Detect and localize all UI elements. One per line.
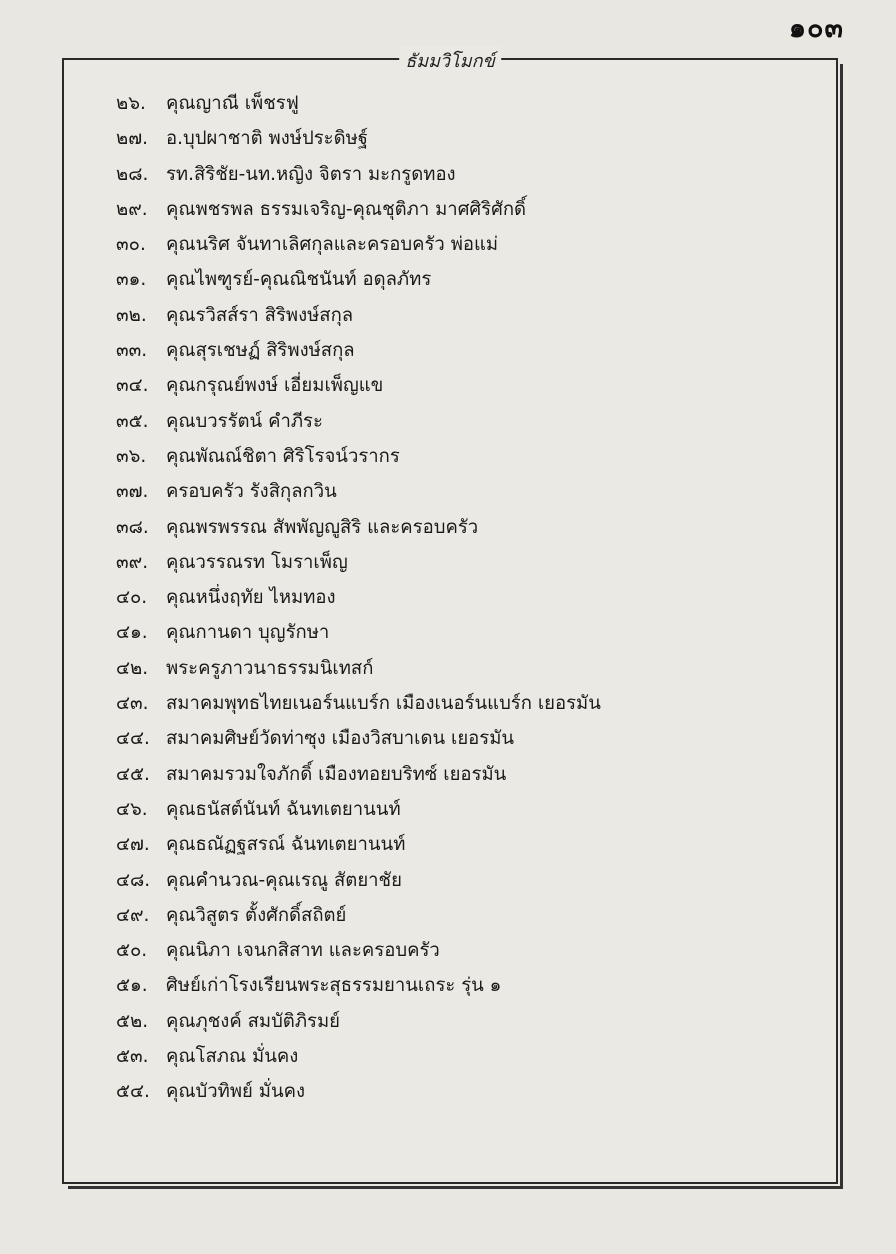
- list-item: [116, 368, 826, 403]
- entry-name: คุณสุรเชษฏ์ สิริพงษ์สกุล: [166, 340, 355, 362]
- entry-number: ๔๔.: [116, 728, 150, 750]
- entry-name: คุณพชรพล ธรรมเจริญ-คุณชุติภา มาศศิริศักดิ์: [166, 198, 527, 220]
- entry-number: ๕๒.: [116, 1010, 149, 1032]
- entry-name: คุณนิภา เจนกสิสาท และครอบครัว: [166, 940, 440, 962]
- entry-name: คุณกรุณย์พงษ์ เอี่ยมเพ็ญแข: [166, 375, 384, 397]
- list-item: [116, 933, 826, 968]
- entry-number: ๒๙.: [116, 198, 148, 220]
- entry-number: ๓๖.: [116, 445, 147, 467]
- entry-number: ๕๑.: [116, 975, 148, 997]
- entry-name: ศิษย์เก่าโรงเรียนพระสุธรรมยานเถระ รุ่น ๑: [166, 975, 502, 997]
- entry-name: ครอบครัว รังสิกุลกวิน: [166, 481, 337, 503]
- entry-name: คุณคำนวณ-คุณเรณู สัตยาชัย: [166, 869, 402, 891]
- entry-name: คุณหนึ่งฤทัย ไหมทอง: [166, 587, 336, 609]
- entry-name: รท.สิริชัย-นท.หญิง จิตรา มะกรูดทอง: [166, 163, 456, 185]
- entry-number: ๔๓.: [116, 693, 149, 715]
- entry-name: คุณโสภณ มั่นคง: [166, 1046, 299, 1068]
- entry-number: ๓๔.: [116, 375, 149, 397]
- list-item: [116, 827, 826, 862]
- list-item: [116, 721, 826, 756]
- entry-number: ๕๓.: [116, 1046, 149, 1068]
- entry-number: ๒๘.: [116, 163, 149, 185]
- list-item: [116, 404, 826, 439]
- list-item: [116, 1074, 826, 1109]
- entry-name: คุณรวิสส์รา สิริพงษ์สกุล: [166, 304, 354, 326]
- list-item: [116, 757, 826, 792]
- entry-name: สมาคมศิษย์วัดท่าซุง เมืองวิสบาเดน เยอรมัน: [166, 728, 515, 750]
- content-frame: [62, 51, 838, 1184]
- entry-name: คุณนริศ จันทาเลิศกุลและครอบครัว พ่อแม่: [166, 234, 499, 256]
- entry-number: ๓๐.: [116, 234, 146, 256]
- list-item: [116, 474, 826, 509]
- entry-name: คุณญาณี เพ็ชรฟู: [166, 93, 299, 114]
- list-item: [116, 298, 826, 333]
- donor-list: [116, 86, 826, 1110]
- entry-name: คุณวรรณรท โมราเพ็ญ: [166, 551, 348, 573]
- entry-number: ๔๕.: [116, 763, 150, 785]
- entry-name: คุณไพฑูรย์-คุณณิชนันท์ อดุลภัทร: [166, 269, 432, 291]
- entry-number: ๔๒.: [116, 657, 149, 679]
- entry-number: ๕๐.: [116, 940, 148, 962]
- list-item: [116, 1039, 826, 1074]
- entry-number: ๔๖.: [116, 798, 148, 820]
- list-item: [116, 439, 826, 474]
- entry-name: คุณบวรรัตน์ คำภีระ: [166, 410, 323, 432]
- list-item: [116, 686, 826, 721]
- list-item: [116, 333, 826, 368]
- entry-number: ๔๙.: [116, 904, 150, 926]
- entry-name: คุณพรพรรณ สัพพัญญูสิริ และครอบครัว: [166, 516, 479, 538]
- list-item: [116, 968, 826, 1003]
- entry-name: พระครูภาวนาธรรมนิเทสก์: [166, 657, 374, 679]
- entry-number: ๓๗.: [116, 481, 149, 503]
- list-item: [116, 545, 826, 580]
- list-item: [116, 898, 826, 933]
- entry-number: ๕๔.: [116, 1081, 150, 1103]
- entry-name: คุณภุชงค์ สมบัติภิรมย์: [166, 1010, 340, 1032]
- entry-name: อ.บุปผาชาติ พงษ์ประดิษฐ์: [166, 128, 369, 150]
- entry-number: ๒๖.: [116, 93, 146, 114]
- entry-number: ๓๒.: [116, 304, 147, 326]
- entry-number: ๓๘.: [116, 516, 149, 538]
- entry-name: สมาคมรวมใจภักดิ์ เมืองทอยบริทซ์ เยอรมัน: [166, 763, 507, 785]
- list-item: [116, 510, 826, 545]
- list-item: [116, 227, 826, 262]
- list-item: [116, 615, 826, 650]
- header-title: ธัมมวิโมกข์: [399, 46, 501, 75]
- list-item: [116, 262, 826, 297]
- entry-name: คุณพัณณ์ชิตา ศิริโรจน์วรากร: [166, 445, 400, 467]
- entry-name: คุณกานดา บุญรักษา: [166, 622, 330, 644]
- entry-number: ๓๑.: [116, 269, 147, 291]
- list-item: [116, 157, 826, 192]
- entry-name: สมาคมพุทธไทยเนอร์นแบร์ก เมืองเนอร์นแบร์ก เยอรมัน: [166, 693, 601, 715]
- list-item: [116, 86, 826, 121]
- list-item: [116, 863, 826, 898]
- entry-number: ๓๕.: [116, 410, 149, 432]
- list-item: [116, 192, 826, 227]
- entry-name: คุณวิสูตร ตั้งศักดิ์สถิตย์: [166, 904, 347, 926]
- list-item: [116, 1004, 826, 1039]
- entry-name: คุณธนัสต์นันท์ ฉันทเตยานนท์: [166, 798, 401, 820]
- entry-name: คุณธณัฏฐสรณ์ ฉันทเตยานนท์: [166, 834, 406, 856]
- entry-number: ๓๓.: [116, 340, 148, 362]
- list-item: [116, 580, 826, 615]
- entry-number: ๔๑.: [116, 622, 148, 644]
- entry-number: ๔๘.: [116, 869, 151, 891]
- entry-number: ๓๙.: [116, 551, 149, 573]
- page-number: ๑๐๓: [788, 13, 844, 44]
- entry-number: ๒๗.: [116, 128, 148, 150]
- entry-number: ๔๐.: [116, 587, 148, 609]
- list-item: [116, 651, 826, 686]
- entry-name: คุณบัวทิพย์ มั่นคง: [166, 1081, 306, 1103]
- list-item: [116, 792, 826, 827]
- list-item: [116, 121, 826, 156]
- entry-number: ๔๗.: [116, 834, 150, 856]
